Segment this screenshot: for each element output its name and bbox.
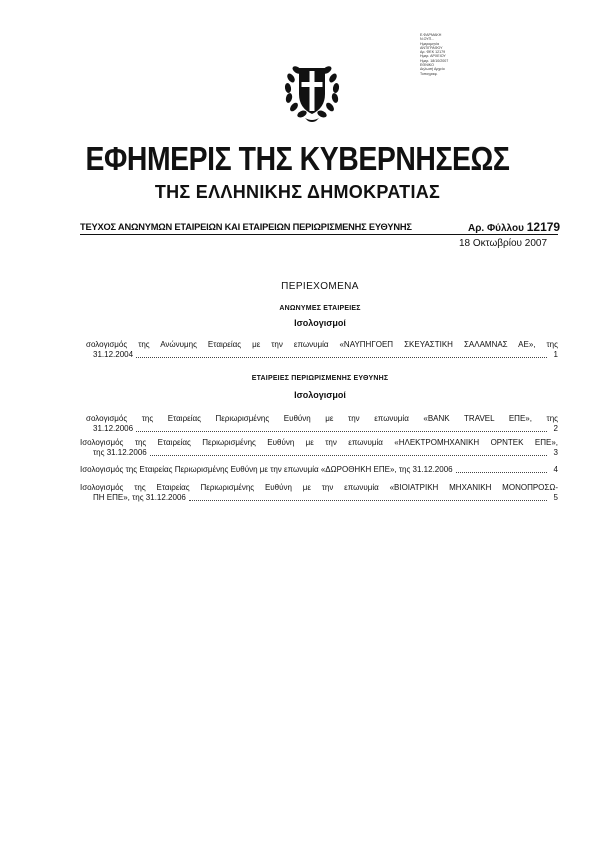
section-subtitle: Ισολογισμοί: [294, 318, 346, 328]
entry-page-number: 3: [553, 448, 558, 457]
dot-leader: [136, 357, 547, 358]
stamp-line: Ημερ. ΑΡΧΕΙΟΥ: [420, 54, 446, 59]
entry-text-cont: 31.12.2006: [93, 424, 134, 433]
entry-page-number: 2: [553, 424, 558, 433]
stamp-line: Δηλωσή Αρχείο: [420, 67, 445, 72]
stamp-line: Ν.ΟΥΠ...: [420, 37, 435, 42]
stamp-line: Ημερ. 18/10/2007: [420, 58, 449, 63]
gazette-title: ΕΦΗΜΕΡΙΣ ΤΗΣ ΚΥΒΕΡΝΗΣΕΩΣ: [85, 140, 510, 177]
entry-text: Ισολογισμός της Εταιρείας Περιωρισμένης Ευθύνη με την επωνυμία «ΗΛΕΚΤΡΟΜΗΧΑΝΙΚΗ ΟΡΝΤΕΚ ΕΠΕ»,: [80, 438, 558, 447]
sheet-label: Αρ. Φύλλου: [468, 223, 524, 234]
contents-entry[interactable]: [80, 340, 558, 360]
stamp-line: ΑΝΤΙΓΡΑΦΟΥ: [420, 45, 443, 50]
section-title: ΕΤΑΙΡΕΙΕΣ ΠΕΡΙΩΡΙΣΜΕΝΗΣ ΕΥΘΥΝΗΣ: [251, 375, 389, 382]
stamp-line: Ημερομηνία: [420, 41, 440, 46]
dot-leader: [456, 472, 547, 473]
entry-text: Ισολογισμός της Εταιρείας Περιωρισμένης Ευθύνη με την επωνυμία «ΒΙΟΙΑΤΡΙΚΗ ΜΗΧΑΝΙΚΗ ΜΟΝΟΠΡΟΣΩ-: [80, 483, 558, 492]
stamp-line: ΕΘΝΙΚΟ: [420, 63, 434, 68]
stamp-line: Αρ. ΦΕΚ 12179: [420, 50, 446, 55]
dot-leader: [136, 431, 547, 432]
entry-text: σολογισμός της Εταιρείας Περιωρισμένης Ευθύνη με την επωνυμία «BANK TRAVEL ΕΠΕ», της: [86, 414, 558, 423]
contents-entry[interactable]: [80, 483, 558, 503]
entry-text-cont: ΠΗ ΕΠΕ», της 31.12.2006: [93, 493, 186, 502]
dot-leader: [150, 455, 547, 456]
entry-text-cont: 31.12.2004: [93, 350, 134, 359]
entry-text: Ισολογισμός της Εταιρείας Περιωρισμένης Ευθύνη με την επωνυμία «ΔΩΡΟΘΗΚΗ ΕΠΕ», της 31.12.2006: [80, 465, 453, 474]
issue-date: 18 Οκτωβρίου 2007: [459, 238, 548, 249]
stamp-line: Τυπογραφ.: [420, 71, 438, 76]
entry-page-number: 5: [553, 493, 558, 502]
greek-coat-of-arms-emblem: [283, 58, 341, 122]
contents-entry[interactable]: [80, 438, 558, 458]
entry-text: σολογισμός της Ανώνυμης Εταιρείας με την επωνυμία «ΝΑΥΠΗΓΟΕΠ ΣΚΕΥΑΣΤΙΚΗ ΣΑΛΑΜΝΑΣ ΑΕ», της: [86, 340, 558, 349]
sheet-number: 12179: [526, 220, 561, 234]
gazette-subtitle: ΤΗΣ ΕΛΛΗΝΙΚΗΣ ΔΗΜΟΚΡΑΤΙΑΣ: [154, 182, 441, 202]
entry-page-number: 1: [553, 350, 558, 359]
archive-stamp: [420, 33, 480, 76]
contents-heading: ΠΕΡΙΕΧΟΜΕΝΑ: [281, 281, 359, 292]
dot-leader: [189, 500, 547, 501]
issue-type: ΤΕΥΧΟΣ ΑΝΩΝΥΜΩΝ ΕΤΑΙΡΕΙΩΝ ΚΑΙ ΕΤΑΙΡΕΙΩΝ ΠΕΡΙΩΡΙΣΜΕΝΗΣ ΕΥΘΥΝΗΣ: [80, 222, 412, 232]
stamp-line: Ε.ΦΑΡΜΑΚΗ: [420, 33, 442, 37]
section-title: ΑΝΩΝΥΜΕΣ ΕΤΑΙΡΕΙΕΣ: [279, 305, 361, 312]
entry-page-number: 4: [553, 465, 558, 474]
sheet-number-block: [468, 220, 560, 234]
section-subtitle: Ισολογισμοί: [294, 390, 346, 400]
contents-entry[interactable]: [80, 465, 558, 475]
entry-text-cont: της 31.12.2006: [93, 448, 147, 457]
contents-entry[interactable]: [80, 414, 558, 434]
header-rule: [80, 234, 558, 235]
